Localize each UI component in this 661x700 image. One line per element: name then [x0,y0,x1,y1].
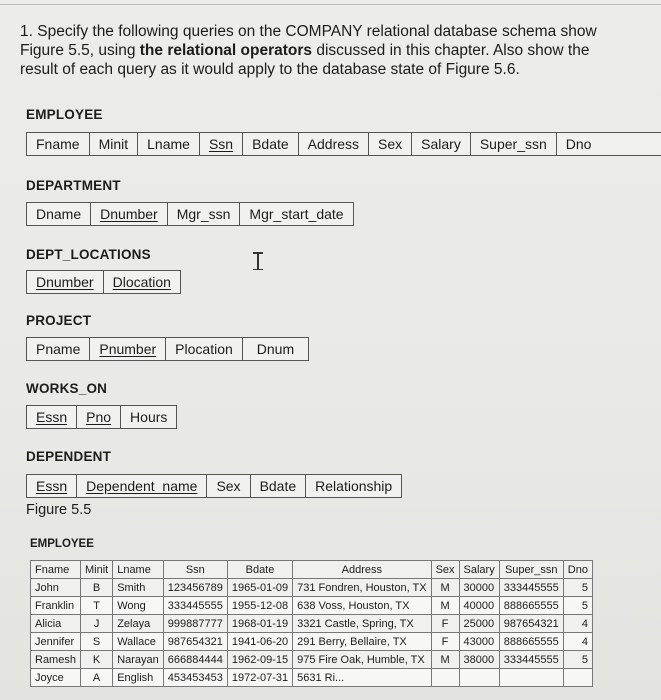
table-cell: Franklin [31,597,81,615]
table-cell [563,669,592,687]
table-cell: 666884444 [163,651,227,669]
column-header: Minit [80,561,112,579]
table-cell: 1955-12-08 [227,597,292,615]
table-cell: Wong [113,597,164,615]
table-cell: 4 [563,615,592,633]
table-cell: 5 [563,597,592,615]
table-cell: 38000 [459,651,499,669]
table-cell: 5 [563,651,592,669]
schema-attr: Lname [138,133,200,155]
table-cell: 1962-09-15 [227,651,292,669]
table-cell: T [80,597,112,615]
figure-caption: Figure 5.5 [26,502,92,518]
table-cell: Smith [113,579,164,597]
schema-employee [26,132,661,156]
question-number: 1. [20,23,33,40]
table-cell: 999887777 [163,615,227,633]
column-header: Lname [113,561,164,579]
schema-title-works-on: WORKS_ON [26,381,108,396]
schema-attr-key: Dependent_name [77,475,207,497]
schema-title-employee: EMPLOYEE [26,107,103,122]
question-line-2-text: Figure 5.5, using [20,42,140,59]
schema-attr-key: Dlocation [112,274,171,290]
table-cell: Wallace [113,633,164,651]
table-cell: K [80,651,112,669]
table-cell: Zelaya [113,615,164,633]
column-header: Ssn [163,561,227,579]
schema-title-department: DEPARTMENT [26,178,121,193]
schema-dependent [26,474,402,498]
table-cell: 1941-06-20 [227,633,292,651]
table-row [31,597,593,615]
table-cell: Ramesh [31,651,81,669]
table-cell: 1972-07-31 [227,669,292,687]
question-line-2-rest: discussed in this chapter. Also show the [312,42,590,59]
question-line-1 [20,22,661,41]
table-cell: F [431,633,459,651]
table-cell: S [80,633,112,651]
schema-attr: Mgr_ssn [168,203,241,225]
table-cell: 333445555 [499,651,563,669]
table-cell: John [31,579,81,597]
schema-attr-key: Pno [77,406,121,428]
table-cell: 888665555 [499,597,563,615]
question-line-3 [20,60,661,79]
table-cell: 975 Fire Oak, Humble, TX [293,651,431,669]
table-cell [459,669,499,687]
column-header: Bdate [227,561,292,579]
table-cell: 638 Voss, Houston, TX [293,597,431,615]
table-row [31,651,593,669]
table-cell: 40000 [459,597,499,615]
employee-table [30,560,593,687]
question-line-2 [20,41,661,60]
table-cell: 123456789 [163,579,227,597]
table-row [31,579,593,597]
table-cell: F [431,615,459,633]
table-cell: 43000 [459,633,499,651]
table-cell: Joyce [31,669,81,687]
question-text [20,22,661,79]
table-cell: 1968-01-19 [227,615,292,633]
table-cell: M [431,597,459,615]
column-header: Dno [563,561,592,579]
table-cell: M [431,579,459,597]
schema-attr: Plocation [166,338,243,360]
schema-attr: Fname [27,133,90,155]
schema-attr: Mgr_start_date [249,206,344,222]
schema-attr: Super_ssn [471,133,557,155]
schema-title-dept-locations: DEPT_LOCATIONS [26,247,151,262]
schema-attr-key: Pnumber [90,338,166,360]
employee-table-title: EMPLOYEE [30,538,94,550]
question-line-1-text: Specify the following queries on the COMPANY relational database schema show [37,23,597,40]
schema-attr: Bdate [243,133,299,155]
schema-dept-locations [26,270,181,294]
column-header: Fname [31,561,81,579]
table-cell: 25000 [459,615,499,633]
schema-attr: Pname [27,338,90,360]
schema-attr: Salary [412,133,471,155]
table-cell: 987654321 [163,633,227,651]
schema-attr-key: Ssn [200,133,243,155]
schema-title-project: PROJECT [26,313,92,328]
table-cell: 1965-01-09 [227,579,292,597]
schema-attr-key: Dnumber [27,271,104,293]
table-cell: B [80,579,112,597]
column-header: Salary [459,561,499,579]
table-cell: 333445555 [499,579,563,597]
table-cell: M [431,651,459,669]
schema-department [26,202,354,226]
table-row [31,669,593,687]
schema-attr: Dno [565,136,592,152]
schema-attr: Minit [90,133,139,155]
schema-title-dependent: DEPENDENT [26,449,112,464]
column-header: Super_ssn [499,561,563,579]
schema-attr: Sex [207,475,250,497]
schema-attr: Relationship [315,478,393,494]
table-row [31,615,593,633]
schema-attr: Hours [130,409,168,425]
table-cell: English [113,669,164,687]
table-cell: 4 [563,633,592,651]
column-header: Address [293,561,431,579]
table-cell: Narayan [113,651,164,669]
table-cell: 731 Fondren, Houston, TX [293,579,431,597]
schema-project [26,337,309,361]
schema-attr-key: Essn [27,475,77,497]
table-cell: Alicia [31,615,81,633]
question-emphasis: the relational operators [139,42,313,59]
schema-attr: Sex [369,133,412,155]
schema-attr-key: Essn [27,406,77,428]
table-cell: Jennifer [31,633,81,651]
table-cell: 453453453 [163,669,227,687]
schema-works-on [26,405,177,429]
schema-attr-key: Dnumber [91,203,168,225]
schema-attr: Bdate [251,475,307,497]
table-header-row [31,561,593,579]
schema-attr: Dnum [256,341,295,357]
text-cursor-icon [253,252,263,270]
table-cell: 987654321 [499,615,563,633]
table-cell: 5 [563,579,592,597]
table-cell [499,669,563,687]
table-cell [431,669,459,687]
table-cell: 291 Berry, Bellaire, TX [293,633,431,651]
top-divider [0,4,661,5]
schema-attr: Dname [27,203,91,225]
table-cell: 888665555 [499,633,563,651]
table-cell: J [80,615,112,633]
column-header: Sex [431,561,459,579]
question-line-3-text: result of each query as it would apply to the database state of Figure 5.6. [20,61,520,78]
table-row [31,633,593,651]
schema-attr: Address [299,133,369,155]
table-cell: A [80,669,112,687]
table-cell: 30000 [459,579,499,597]
table-cell: 5631 Ri... [293,669,431,687]
table-cell: 333445555 [163,597,227,615]
table-cell: 3321 Castle, Spring, TX [293,615,431,633]
